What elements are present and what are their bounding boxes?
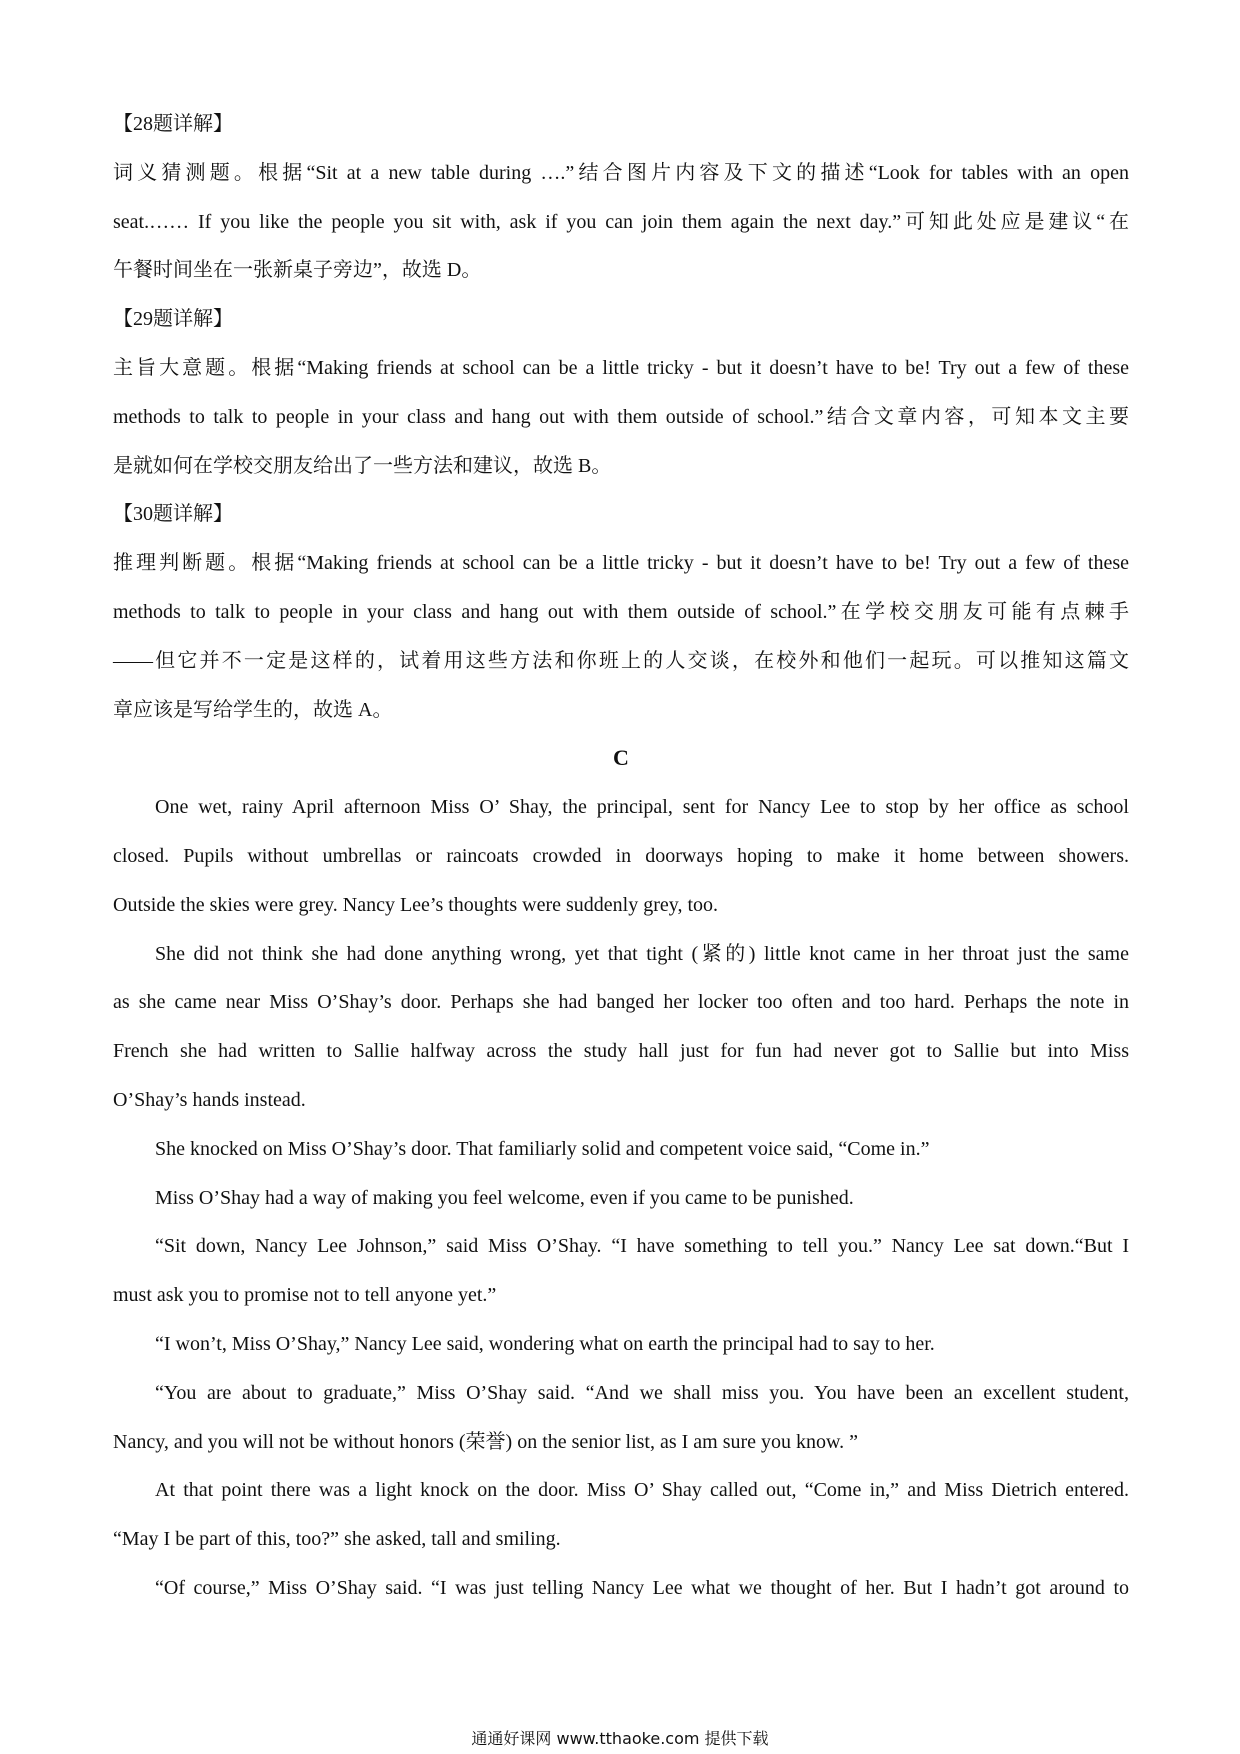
- document-page: [113, 100, 1129, 1613]
- passage-line: “May I be part of this, too?” she asked, tall and smiling.: [113, 1528, 561, 1551]
- passage-line: “I won’t, Miss O’Shay,” Nancy Lee said, wondering what on earth the principal had to say to her.: [155, 1332, 935, 1355]
- explanation-28-line: seat.…… If you like the people you sit with, ask if you can join them again the next day.”可知此处应是建议“在: [113, 210, 1129, 233]
- passage-line: She knocked on Miss O’Shay’s door. That familiarly solid and competent voice said, “Come in.”: [155, 1137, 930, 1160]
- explanation-29-line: 主旨大意题。根据“Making friends at school can be a little tricky - but it doesn’t have to be! Try out a few of these: [113, 356, 1129, 379]
- passage-line: She did not think she had done anything wrong, yet that tight (紧的) little knot came in her throat just the same: [155, 942, 1129, 965]
- passage-line: Outside the skies were grey. Nancy Lee’s thoughts were suddenly grey, too.: [113, 893, 719, 916]
- passage-line: One wet, rainy April afternoon Miss O’ Shay, the principal, sent for Nancy Lee to stop by her office as school: [155, 796, 1129, 819]
- explanation-30-line: methods to talk to people in your class and hang out with them outside of school.”在学校交朋友可能有点棘手: [113, 600, 1129, 623]
- passage-line: At that point there was a light knock on the door. Miss O’ Shay called out, “Come in,” and Miss Dietrich entered.: [155, 1479, 1129, 1502]
- explanation-heading-28: 【28题详解】: [113, 113, 233, 135]
- explanation-28-line: 词义猜测题。根据“Sit at a new table during ….”结合图片内容及下文的描述“Look for tables with an open: [113, 161, 1129, 184]
- explanation-29-line: methods to talk to people in your class and hang out with them outside of school.”结合文章内容，可知本文主要: [113, 405, 1129, 428]
- explanation-heading-29: 【29题详解】: [113, 308, 233, 331]
- passage-line: closed. Pupils without umbrellas or raincoats crowded in doorways hoping to make it home between showers.: [113, 844, 1129, 867]
- explanation-29-line: 是就如何在学校交朋友给出了一些方法和建议，故选 B。: [113, 454, 612, 477]
- passage-line: French she had written to Sallie halfway across the study hall just for fun had never got to Sallie but into Miss: [113, 1040, 1129, 1063]
- explanation-30-line: ——但它并不一定是这样的，试着用这些方法和你班上的人交谈，在校外和他们一起玩。可以推知这篇文: [113, 649, 1129, 672]
- passage-line: as she came near Miss O’Shay’s door. Perhaps she had banged her locker too often and too hard. Perhaps the note in: [113, 991, 1129, 1014]
- page-footer: 通通好课网 www.tthaoke.com 提供下载: [471, 1729, 769, 1748]
- passage-line: must ask you to promise not to tell anyone yet.”: [113, 1284, 497, 1307]
- explanation-30-line: 章应该是写给学生的，故选 A。: [113, 698, 393, 721]
- passage-line: O’Shay’s hands instead.: [113, 1088, 306, 1111]
- passage-line: Miss O’Shay had a way of making you feel welcome, even if you came to be punished.: [155, 1186, 854, 1209]
- passage-line: “Of course,” Miss O’Shay said. “I was just telling Nancy Lee what we thought of her. But I hadn’t got around to: [155, 1576, 1129, 1599]
- explanation-heading-30: 【30题详解】: [113, 503, 233, 526]
- passage-line: “Sit down, Nancy Lee Johnson,” said Miss O’Shay. “I have something to tell you.” Nancy Lee sat down.“But I: [155, 1235, 1129, 1258]
- passage-line: “You are about to graduate,” Miss O’Shay said. “And we shall miss you. You have been an excellent student,: [155, 1381, 1129, 1404]
- explanation-28-line: 午餐时间坐在一张新桌子旁边”，故选 D。: [113, 259, 482, 282]
- explanation-30-line: 推理判断题。根据“Making friends at school can be a little tricky - but it doesn’t have to be! Try out a few of these: [113, 552, 1129, 575]
- passage-line: Nancy, and you will not be without honors (荣誉) on the senior list, as I am sure you know. ”: [113, 1430, 859, 1453]
- section-letter: C: [613, 745, 629, 771]
